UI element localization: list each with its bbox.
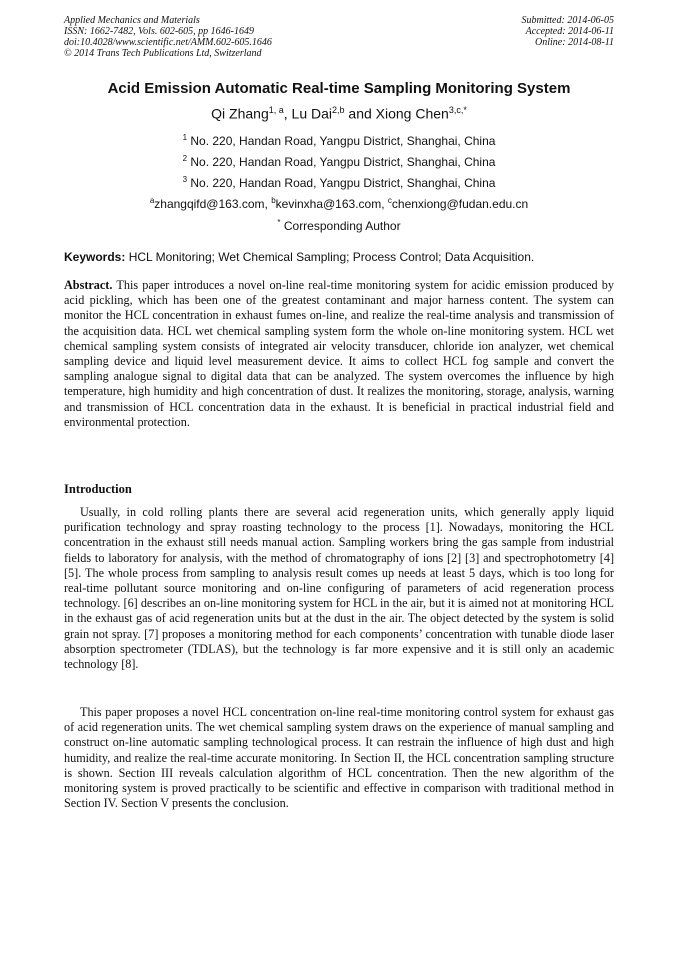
corresponding-marker: * — [277, 218, 281, 227]
email-marker: b — [271, 196, 276, 205]
affiliation-text: No. 220, Handan Road, Yangpu District, Shanghai, China — [187, 176, 496, 190]
abstract-paragraph — [64, 278, 614, 430]
affiliation-3 — [0, 173, 678, 190]
author-name: Xiong Chen — [375, 105, 449, 122]
accepted-date: Accepted: 2014-06-11 — [525, 26, 614, 37]
copyright-line: © 2014 Trans Tech Publications Ltd, Switzerland — [64, 48, 262, 59]
journal-name: Applied Mechanics and Materials — [64, 15, 200, 26]
affiliation-marker: 3 — [182, 175, 188, 184]
abstract-label: Abstract. — [64, 278, 113, 292]
email-address[interactable]: kevinxha@163.com, — [275, 197, 388, 211]
issn-line: ISSN: 1662-7482, Vols. 602-605, pp 1646-1649 — [64, 26, 254, 37]
corresponding-text: Corresponding Author — [280, 219, 401, 233]
submitted-date: Submitted: 2014-06-05 — [521, 15, 614, 26]
paper-title: Acid Emission Automatic Real-time Sampling Monitoring System — [107, 80, 571, 97]
introduction-paragraph-1: Usually, in cold rolling plants there are several acid regeneration units, which generally apply liquid purification technology and spray roasting technology to the process [1]. Nowadays, monitoring the HCL concentration in the exhaust still needs manual action. Sampling workers bring the gas sample from industrial fields to laboratory for analysis, with the method of chromatography of ions [2] [3] and spectrophotometry [4] [5]. The whole process from sampling to analysis result comes up needs at least 5 days, which is too long for real-time pollutant source monitoring and on-line configuring of parameters of acid regeneration process technology. [6] describes an on-line monitoring system for HCL in the air, but it is aimed not at monitoring HCL in the exhaust gas of acid regeneration units but at the dust in the air. The object detected by the system is solid grain not spray. [7] proposes a monitoring method for each components’ concentration with tunable diode laser absorption spectrometer (TDLAS), but the technology is far more expensive and it is still only an academic technology [8]. — [64, 505, 614, 672]
author-superscript: 3,c,* — [448, 105, 467, 115]
keywords-label: Keywords: — [64, 250, 126, 264]
dates-header — [522, 15, 615, 48]
author-separator: and — [344, 105, 376, 122]
email-line — [0, 194, 678, 211]
author-superscript: 2,b — [332, 105, 345, 115]
abstract-text: This paper introduces a novel on-line real-time monitoring system for acidic emission produced by acid pickling, which has been one of the greatest contaminant and major harness content. The system can monitor the HCL concentration in exhaust fumes on-line, and realize the real-time analysis and transmission of the acquisition data. HCL wet chemical sampling system form the whole on-line monitoring system. HCL wet chemical sampling system consists of integrated air velocity transducer, chloride ion analyzer, wet chemical sampling device and liquid level measurement device. It aims to collect HCL fog sample and convert the sampling analogue signal to digital data that can be analyzed. The system overcomes the influence by high temperature, high humidity and high concentration of dust. It realizes the monitoring, storage, analysis, warning and transmission of HCL concentration data in the exhaust. It is beneficial in practical industrial field and environmental protection. — [64, 278, 614, 429]
affiliation-marker: 1 — [182, 133, 188, 142]
email-address[interactable]: zhangqifd@163.com, — [154, 197, 272, 211]
affiliation-marker: 2 — [182, 154, 188, 163]
online-date: Online: 2014-08-11 — [535, 37, 614, 48]
author-list — [0, 105, 678, 122]
author-superscript: 1, a — [268, 105, 284, 115]
introduction-heading: Introduction — [64, 482, 132, 496]
email-address[interactable]: chenxiong@fudan.edu.cn — [391, 197, 529, 211]
author-name: Lu Dai — [291, 105, 332, 122]
journal-header — [64, 15, 272, 59]
affiliation-text: No. 220, Handan Road, Yangpu District, Shanghai, China — [187, 155, 496, 169]
author-separator: , — [283, 105, 292, 122]
email-marker: c — [387, 196, 392, 205]
author-name: Qi Zhang — [211, 105, 269, 122]
affiliation-1 — [0, 131, 678, 148]
keywords-text: HCL Monitoring; Wet Chemical Sampling; Process Control; Data Acquisition. — [125, 250, 535, 264]
introduction-paragraph-2: This paper proposes a novel HCL concentration on-line real-time monitoring control system for exhaust gas of acid regeneration units. The wet chemical sampling system draws on the experience of manual sampling and construct on-line automatic sampling technological process. It can restrain the influence of high dust and high humidity, and realize the real-time accurate monitoring. In Section II, the HCL concentration sampling structure is shown. Section III reveals calculation algorithm of HCL concentration. Then the new algorithm of the monitoring system is proved practically to be scientific and effective in comparison with traditional method in Section IV. Section V presents the conclusion. — [64, 705, 614, 811]
corresponding-author-note — [0, 216, 678, 233]
doi-line[interactable]: doi:10.4028/www.scientific.net/AMM.602-605.1646 — [64, 37, 272, 48]
affiliation-text: No. 220, Handan Road, Yangpu District, Shanghai, China — [187, 134, 496, 148]
email-marker: a — [149, 196, 155, 205]
affiliation-2 — [0, 152, 678, 169]
keywords-line — [64, 250, 624, 264]
